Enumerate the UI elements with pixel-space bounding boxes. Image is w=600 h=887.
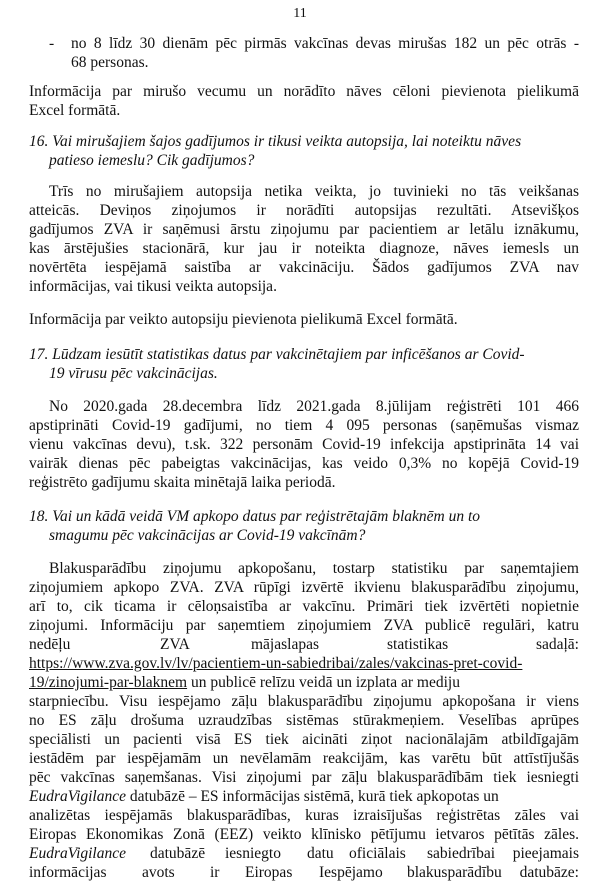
word: Iespējamo <box>319 864 383 881</box>
weekly-word: statistikas <box>387 636 449 653</box>
answer-18-eudra-line <box>29 787 579 806</box>
word: iesniegto <box>225 845 281 862</box>
answer-18-line-5: starpniecību. Visu iespējamo zāļu blakusparādību ziņojumu apkopošana ir viens <box>29 693 579 710</box>
answer-18-line-10: analizētas iespējamās blakusparādības, kuras izraisījušas reģistrētas zāles vai <box>29 807 579 824</box>
question-17-line-2: 19 vīrusu pēc vakcinācijas. <box>49 365 218 382</box>
word: datu <box>307 845 334 862</box>
answer-18-line-6: no ES zāļu drošuma uzraudzības sistēmas stūrakmeņiem. Veselības aprūpes <box>29 712 579 729</box>
word: datubāzē <box>150 845 206 862</box>
answer-18-line-11: Eiropas Ekonomikas Zonā (EEZ) veikto klīnisko pētījumu ietvaros pētītās zāles. <box>29 826 579 843</box>
word: pieejamais <box>512 845 579 862</box>
zva-url-link-line-2[interactable]: 19/zinojumi-par-blaknem <box>29 674 188 691</box>
bullet-marker: - <box>49 35 55 52</box>
bullet-line-2: 68 personas. <box>71 54 149 71</box>
answer-16-line-2: atteicās. Deviņos ziņojumos ir norādīti autopsijas rezultāti. Atsevišķos <box>29 202 579 219</box>
answer-18-line-4: ziņojumi. Informāciju par saņemtiem ziņojumiem ZVA publicē regulāri, katru <box>29 617 579 634</box>
answer-17-line-5: reģistrēto gadījumu skaita minētajā laika periodā. <box>29 474 336 491</box>
answer-18-url-line <box>29 673 579 692</box>
eudravigilance-term: EudraVigilance <box>29 845 126 862</box>
answer-18-line-8: iestādēm par iespējamām un nevēlamām reakcijām, kas varētu būt attīstījušās <box>29 750 579 767</box>
zva-url-link-line-1[interactable]: https://www.zva.gov.lv/lv/pacientiem-un-sabiedribai/zales/vakcinas-pret-covid- <box>29 655 523 672</box>
word: sabiedrībai <box>427 845 496 862</box>
word: informācijas <box>29 864 107 881</box>
answer-18-line-9: pēc vakcīnas saņemšanas. Visi ziņojumi par zāļu blakusparādībām tiek iesniegti <box>29 769 579 786</box>
answer-17-line-1: No 2020.gada 28.decembra līdz 2021.gada 8.jūlijam reģistrēti 101 466 <box>49 398 579 415</box>
weekly-word: mājaslapas <box>251 636 320 653</box>
after-url-text: un publicē relīzu veidā un izplata ar mediju <box>187 674 460 691</box>
weekly-word: ZVA <box>160 636 190 653</box>
question-17-line-1: 17. Lūdzam iesūtīt statistikas datus par vakcinētajiem par inficēšanos ar Covid- <box>29 346 525 363</box>
page-number: 11 <box>293 6 307 21</box>
question-16-line-2: patieso iemeslu? Cik gadījumos? <box>49 152 255 169</box>
word: blakusparādību <box>407 864 502 881</box>
answer-16-line-1: Trīs no mirušajiem autopsija netika veikta, jo tuvinieki no tās veikšanas <box>49 183 579 200</box>
answer-16-line-5: novērtēta iespējamā saistība ar vakcināciju. Šādos gadījumos ZVA nav <box>29 259 579 276</box>
question-16-line-1: 16. Vai mirušajiem šajos gadījumos ir tikusi veikta autopsija, lai noteiktu nāves <box>29 133 522 150</box>
word: datubāze: <box>519 864 579 881</box>
answer-17-line-3: vienu vakcīnas devu), t.sk. 322 personām Covid-19 infekcija apstiprināta 14 vai <box>29 436 579 453</box>
info-age-line-2: Excel formātā. <box>29 102 121 119</box>
answer-18-line-1: Blakusparādību ziņojumu apkopošanu, tostarp statistiku par saņemtajiem <box>49 560 579 577</box>
answer-17-line-2: apstiprināti Covid-19 gadījumi, no tiem 4 095 personas (saņēmušas vismaz <box>29 417 579 434</box>
bullet-line-1: no 8 līdz 30 dienām pēc pirmās vakcīnas devas mirušas 182 un pēc otrās - <box>71 35 579 52</box>
word: oficiālais <box>349 845 406 862</box>
answer-16-info: Informācija par veikto autopsiju pievienota pielikumā Excel formātā. <box>29 311 458 328</box>
question-18-line-2: smagumu pēc vakcinācijas ar Covid-19 vakcīnām? <box>49 527 366 544</box>
answer-18-line-7: speciālisti un pacienti visā ES tiek aicināti ziņot nacionālajām atbildīgajām <box>29 731 579 748</box>
eudra-line-text: datubāzē – ES informācijas sistēmā, kurā tiek apkopotas un <box>126 788 499 805</box>
answer-16-line-6: informācijas, vai tikusi veikta autopsija. <box>29 278 277 295</box>
weekly-word: nedēļu <box>29 636 71 653</box>
info-age-line-1: Informācija par mirušo vecumu un norādīto nāves cēloni pievienota pielikumā <box>29 83 579 100</box>
weekly-word: sadaļā: <box>535 636 579 653</box>
answer-16-line-4: kas ārstējušies stacionārā, kur jau ir noteikta diagnoze, nāves iemesls un <box>29 240 579 257</box>
question-18-line-1: 18. Vai un kādā veidā VM apkopo datus par reģistrētajām blaknēm un to <box>29 508 481 525</box>
eudravigilance-term: EudraVigilance <box>29 788 126 805</box>
answer-16-line-3: gadījumos ZVA ir saņēmusi ārstu ziņojumu par pacientiem ar letālu iznākumu, <box>29 221 579 238</box>
answer-18-line-3: arī to, cik ticama ir cēloņsaistība ar vakcīnu. Primāri tiek izvērtēti nopietnie <box>29 598 579 615</box>
answer-17-line-4: vairāk dienas pēc pabeigtas vakcinācijas, kas veido 0,3% no kopējā Covid-19 <box>29 455 579 472</box>
word: ir <box>210 864 220 881</box>
answer-18-line-2: ziņojumiem apkopo ZVA. ZVA rūpīgi izvērtē ikvienu blakusparādību ziņojumu, <box>29 579 579 596</box>
word: Eiropas <box>245 864 293 881</box>
word: avots <box>142 864 175 881</box>
